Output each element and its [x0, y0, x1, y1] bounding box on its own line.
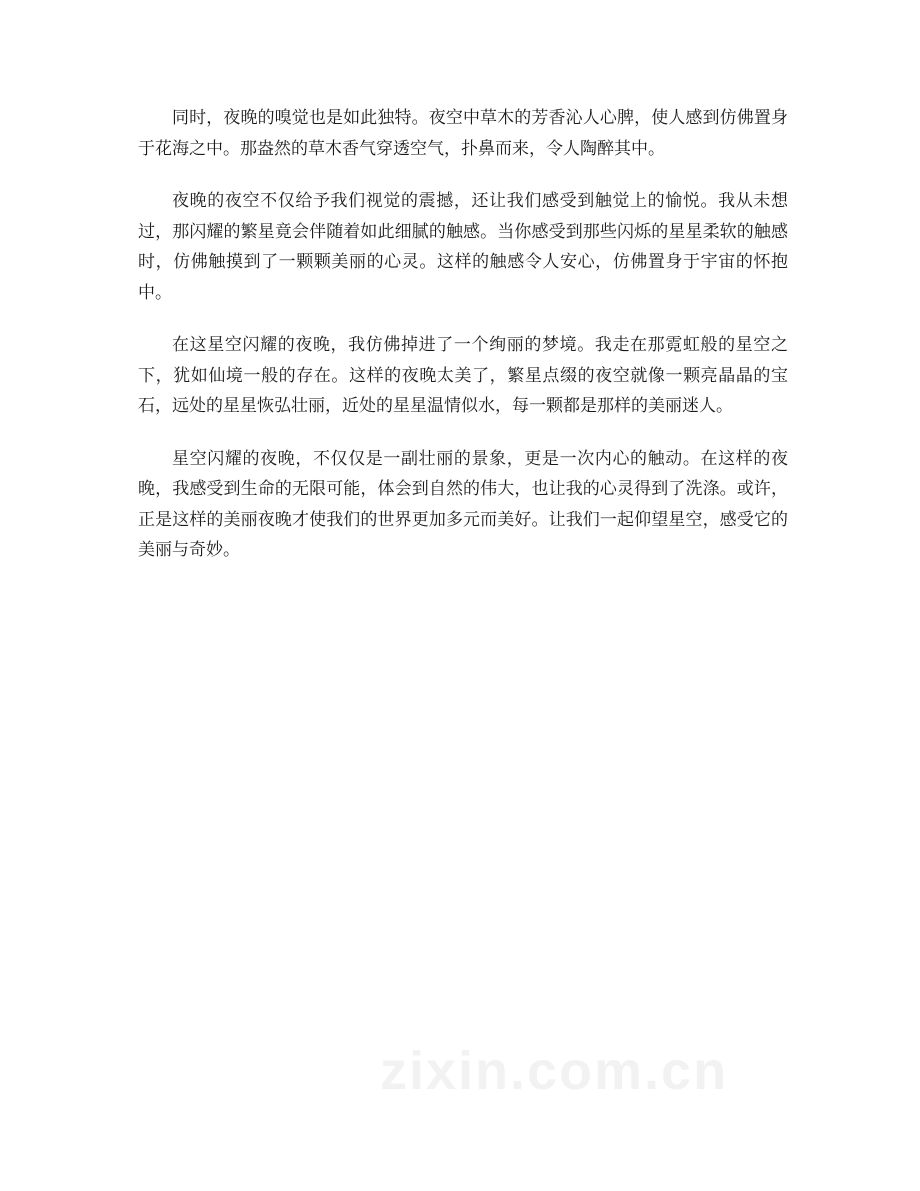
paragraph-2: 夜晚的夜空不仅给予我们视觉的震撼，还让我们感受到触觉上的愉悦。我从未想过，那闪耀的繁星竟会伴随着如此细腻的触感。当你感受到那些闪烁的星星柔软的触感时，仿佛触摸到了一颗颗美丽的心灵。这样的触感令人安心，仿佛置身于宇宙的怀抱中。	[138, 191, 788, 303]
paragraph-1: 同时，夜晚的嗅觉也是如此独特。夜空中草木的芳香沁人心脾，使人感到仿佛置身于花海之中。那盎然的草木香气穿透空气，扑鼻而来，令人陶醉其中。	[138, 108, 788, 159]
paragraph-4: 星空闪耀的夜晚，不仅仅是一副壮丽的景象，更是一次内心的触动。在这样的夜晚，我感受到生命的无限可能，体会到自然的伟大，也让我的心灵得到了洗涤。或许，正是这样的美丽夜晚才使我们的世界更加多元而美好。让我们一起仰望星空，感受它的美丽与奇妙。	[138, 448, 788, 560]
watermark: zixin.com.cn	[380, 1041, 729, 1101]
paragraph-3: 在这星空闪耀的夜晚，我仿佛掉进了一个绚丽的梦境。我走在那霓虹般的星空之下，犹如仙境一般的存在。这样的夜晚太美了，繁星点缀的夜空就像一颗亮晶晶的宝石，远处的星星恢弘壮丽，近处的星星温情似水，每一颗都是那样的美丽迷人。	[138, 335, 788, 416]
document-body	[138, 103, 788, 588]
